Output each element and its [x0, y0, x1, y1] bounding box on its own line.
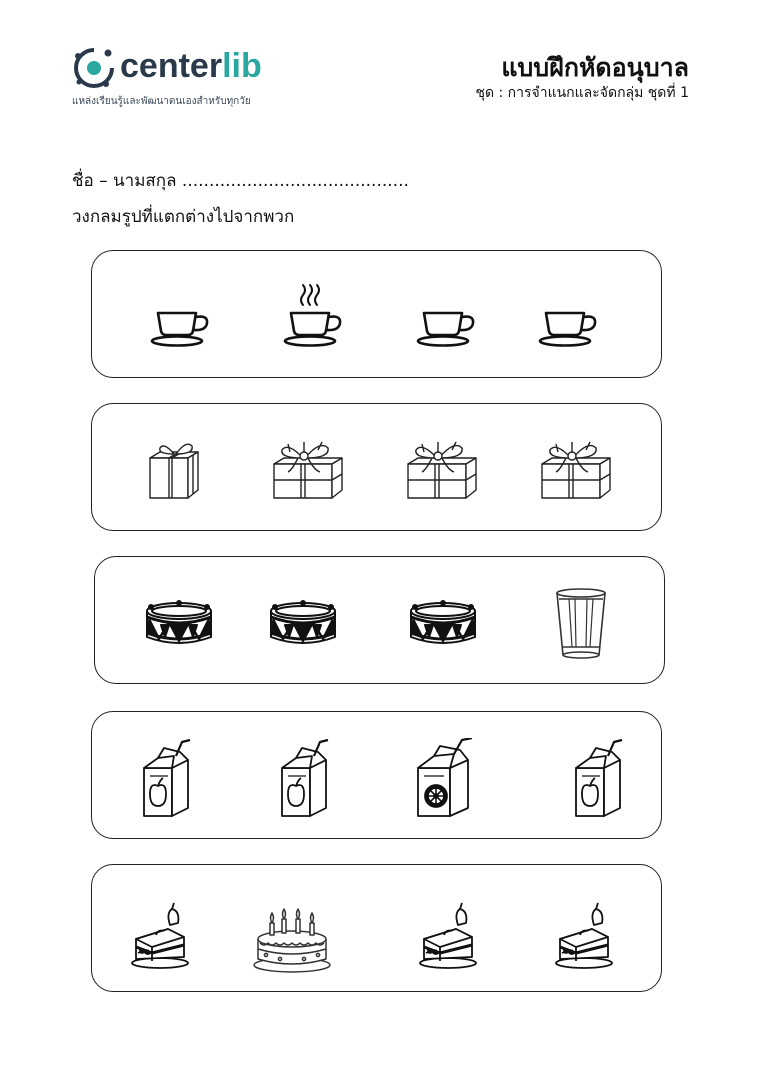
- name-field-line: ชื่อ – นามสกุล ..........................................: [72, 171, 409, 191]
- question-row-2: [91, 403, 662, 531]
- logo-text: centerlib: [120, 47, 262, 85]
- page-title: แบบฝึกหัดอนุบาล: [501, 53, 689, 82]
- page-subtitle: ชุด : การจำแนกและจัดกลุ่ม ชุดที่ 1: [475, 85, 689, 101]
- tall-drum-icon[interactable]: [541, 581, 621, 661]
- question-row-1: [91, 250, 662, 378]
- logo-mark-icon: [70, 44, 118, 92]
- juice-box-orange-icon[interactable]: [406, 738, 486, 818]
- birthday-cake-icon[interactable]: [252, 895, 332, 975]
- juice-box-apple-icon[interactable]: [128, 738, 208, 818]
- cup-icon[interactable]: [144, 275, 224, 355]
- snare-drum-icon[interactable]: [263, 581, 343, 661]
- gift-box-wide-icon[interactable]: [536, 428, 616, 508]
- steaming-cup-icon[interactable]: [277, 275, 357, 355]
- snare-drum-icon[interactable]: [403, 581, 483, 661]
- logo-tagline: แหล่งเรียนรู้และพัฒนาตนเองสำหรับทุกวัย: [72, 96, 251, 107]
- snare-drum-icon[interactable]: [139, 581, 219, 661]
- cake-slice-icon[interactable]: [122, 895, 202, 975]
- juice-box-apple-icon[interactable]: [560, 738, 640, 818]
- question-row-5: [91, 864, 662, 992]
- cup-icon[interactable]: [410, 275, 490, 355]
- gift-box-wide-icon[interactable]: [402, 428, 482, 508]
- cup-icon[interactable]: [532, 275, 612, 355]
- gift-box-wide-icon[interactable]: [268, 428, 348, 508]
- question-row-3: [94, 556, 665, 684]
- question-row-4: [91, 711, 662, 839]
- juice-box-apple-icon[interactable]: [266, 738, 346, 818]
- cake-slice-icon[interactable]: [410, 895, 490, 975]
- logo: [70, 42, 310, 112]
- instruction-text: วงกลมรูปที่แตกต่างไปจากพวก: [72, 207, 295, 227]
- cake-slice-icon[interactable]: [546, 895, 626, 975]
- gift-box-icon[interactable]: [136, 428, 216, 508]
